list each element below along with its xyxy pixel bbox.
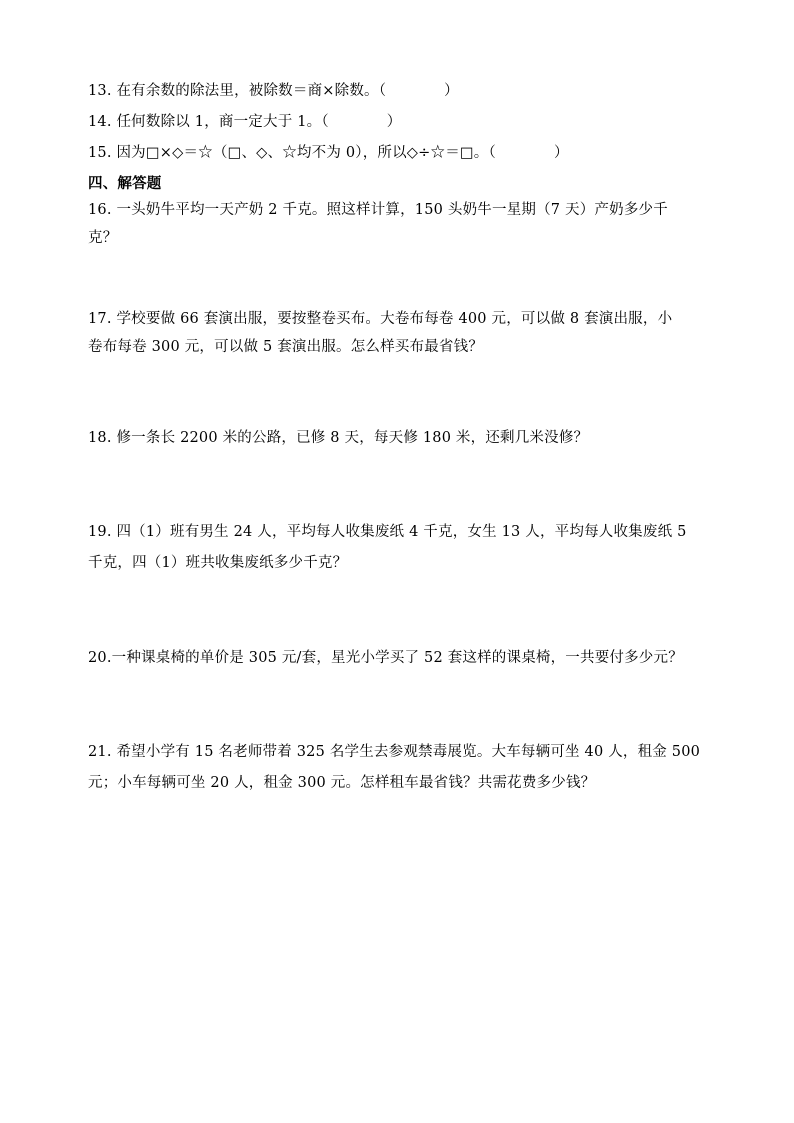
problem-19-line2: 千克，四（1）班共收集废纸多少千克？ bbox=[88, 555, 348, 571]
problem-17-line1: 17. 学校要做 66 套演出服，要按整卷买布。大卷布每卷 400 元，可以做 8 套演出服，小 bbox=[88, 311, 673, 327]
question-14-close: ） bbox=[386, 114, 402, 130]
question-13-close: ） bbox=[444, 83, 459, 99]
question-13-text: 13. 在有余数的除法里，被除数＝商×除数。（ bbox=[88, 83, 387, 99]
question-15 bbox=[88, 143, 569, 163]
question-13 bbox=[88, 81, 459, 101]
problem-17-line2: 卷布每卷 300 元，可以做 5 套演出服。怎么样买布最省钱？ bbox=[88, 339, 484, 355]
question-14 bbox=[88, 112, 402, 132]
problem-18-line1: 18. 修一条长 2200 米的公路，已修 8 天，每天修 180 米，还剩几米没修？ bbox=[88, 430, 589, 446]
question-15-close: ） bbox=[553, 145, 569, 161]
question-14-text: 14. 任何数除以 1，商一定大于 1。（ bbox=[88, 114, 329, 130]
question-15-text: 15. 因为□×◇＝☆（□、◇、☆均不为 0），所以◇÷☆＝□。（ bbox=[88, 145, 496, 161]
problem-16-line2: 克？ bbox=[88, 230, 118, 246]
problem-21-line1: 21. 希望小学有 15 名老师带着 325 名学生去参观禁毒展览。大车每辆可坐 40 人，租金 500 bbox=[88, 744, 701, 760]
section-title: 四、解答题 bbox=[88, 176, 162, 192]
problem-20-line1: 20.一种课桌椅的单价是 305 元/套，星光小学买了 52 套这样的课桌椅，一共要付多少元？ bbox=[88, 650, 683, 666]
problem-21-line2: 元；小车每辆可坐 20 人，租金 300 元。怎样租车最省钱？共需花费多少钱？ bbox=[88, 775, 596, 791]
problem-16-line1: 16. 一头奶牛平均一天产奶 2 千克。照这样计算，150 头奶牛一星期（7 天）产奶多少千 bbox=[88, 202, 668, 218]
problem-19-line1: 19. 四（1）班有男生 24 人，平均每人收集废纸 4 千克，女生 13 人，平均每人收集废纸 5 bbox=[88, 524, 687, 540]
